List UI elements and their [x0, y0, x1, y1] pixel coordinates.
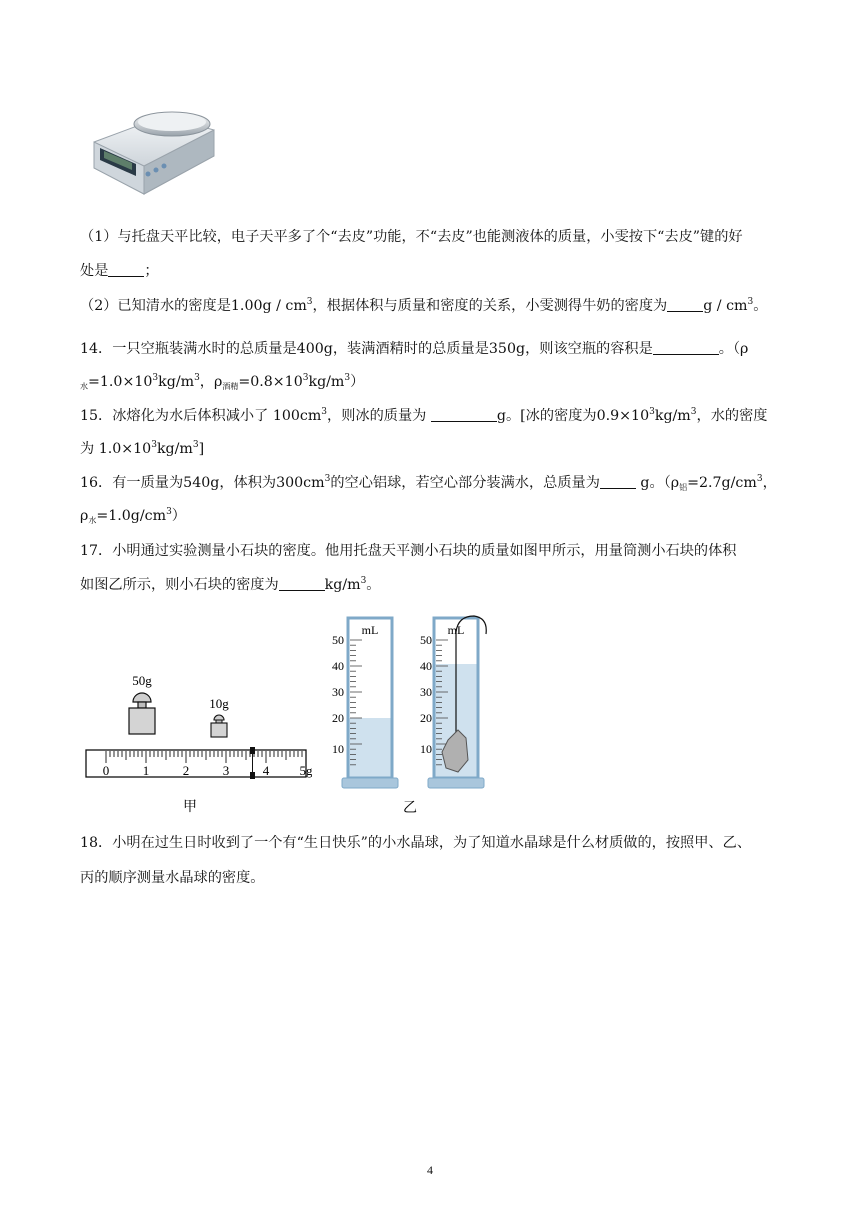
- cylinder2-tick-40: 40: [420, 659, 432, 673]
- q14-line2: $_水=1.0\times 10^3kg/m^3$，$\rho_{酒精}=0.8\times 10^3kg/m^3$）: [80, 373, 365, 391]
- cylinder-with-stone: [420, 616, 486, 788]
- scale-label: 4: [262, 763, 270, 778]
- weight-50g-label: 50g: [132, 673, 152, 688]
- answer-blank[interactable]: [653, 340, 719, 355]
- figure-jia-caption: 甲: [183, 800, 197, 815]
- cylinder2-unit-label: mL: [447, 623, 465, 637]
- answer-blank[interactable]: [667, 297, 703, 312]
- cylinder2-tick-10: 10: [420, 742, 432, 756]
- cylinder2-tick-50: 50: [420, 633, 432, 647]
- cylinder-water-only: [332, 618, 398, 788]
- q16-line1: 16．有一质量为540g，体积为$300cm^3$的空心铝球，若空心部分装满水，总质量为 g。（$\rho_铝=2.7g/cm^3$，: [80, 474, 777, 492]
- q13-part1-line1: （1）与托盘天平比较，电子天平多了个“去皮”功能，不“去皮”也能测液体的质量，小雯按下“去皮”键的好: [80, 229, 743, 245]
- q14-line1: 14．一只空瓶装满水时的总质量是400g，装满酒精时的总质量是350g，则该空瓶的容积是 。（ρ: [80, 341, 749, 357]
- q17-line1: 17．小明通过实验测量小石块的密度。他用托盘天平测小石块的质量如图甲所示，用量筒测小石块的体积: [80, 543, 737, 559]
- q17-line2: 如图乙所示，则小石块的密度为 $kg/m^3$。: [80, 576, 381, 593]
- cylinder1-tick-40: 40: [332, 659, 344, 673]
- electronic-balance-image: [86, 104, 218, 196]
- q18-line1: 18．小明在过生日时收到了一个有“生日快乐”的小水晶球，为了知道水晶球是什么材质做的，按照甲、乙、: [80, 835, 752, 851]
- cylinder1-tick-10: 10: [332, 742, 344, 756]
- q15-line1: 15．冰熔化为水后体积减小了 $100cm^3$，则冰的质量为 g。[冰的密度为$0.9\times 10^3kg/m^3$，水的密度: [80, 407, 768, 424]
- scale-label: 2: [182, 763, 190, 778]
- figure-jia-balance-weights: [84, 668, 312, 818]
- answer-blank[interactable]: [600, 474, 636, 489]
- scale-label: 0: [102, 763, 110, 778]
- q18-line2: 丙的顺序测量水晶球的密度。: [80, 870, 265, 886]
- scale-label: 3: [222, 763, 230, 778]
- rider-scale-bar: [86, 750, 306, 777]
- answer-blank[interactable]: [431, 407, 497, 422]
- cylinder2-tick-30: 30: [420, 685, 432, 699]
- cylinder1-tick-20: 20: [332, 711, 344, 725]
- q16-line2: $\rho_水=1.0g/cm^3$）: [80, 507, 186, 525]
- page-number: 4: [427, 1163, 433, 1177]
- answer-blank[interactable]: [279, 576, 325, 591]
- q13-part2: （2）已知清水的密度是$1.00g / cm^3$，根据体积与质量和密度的关系，小雯测得牛奶的密度为 g / $cm^3$。: [80, 297, 768, 314]
- scale-label: 1: [142, 763, 150, 778]
- cylinder1-unit-label: mL: [361, 623, 379, 637]
- scale-label: 5g: [299, 763, 312, 778]
- answer-blank[interactable]: [108, 262, 144, 277]
- cylinder1-tick-30: 30: [332, 685, 344, 699]
- cylinder2-tick-20: 20: [420, 711, 432, 725]
- q13-part1-line2: 处是 ；: [80, 263, 159, 279]
- weight-50g-icon: [129, 693, 155, 734]
- figure-yi-caption: 乙: [403, 801, 417, 816]
- weight-10g-icon: [211, 715, 227, 737]
- cylinder1-tick-50: 50: [332, 633, 344, 647]
- figure-yi-graduated-cylinders: [330, 612, 510, 818]
- weight-10g-label: 10g: [209, 696, 229, 711]
- q15-line2: 为 $1.0\times 10^3kg/m^3$]: [80, 440, 205, 457]
